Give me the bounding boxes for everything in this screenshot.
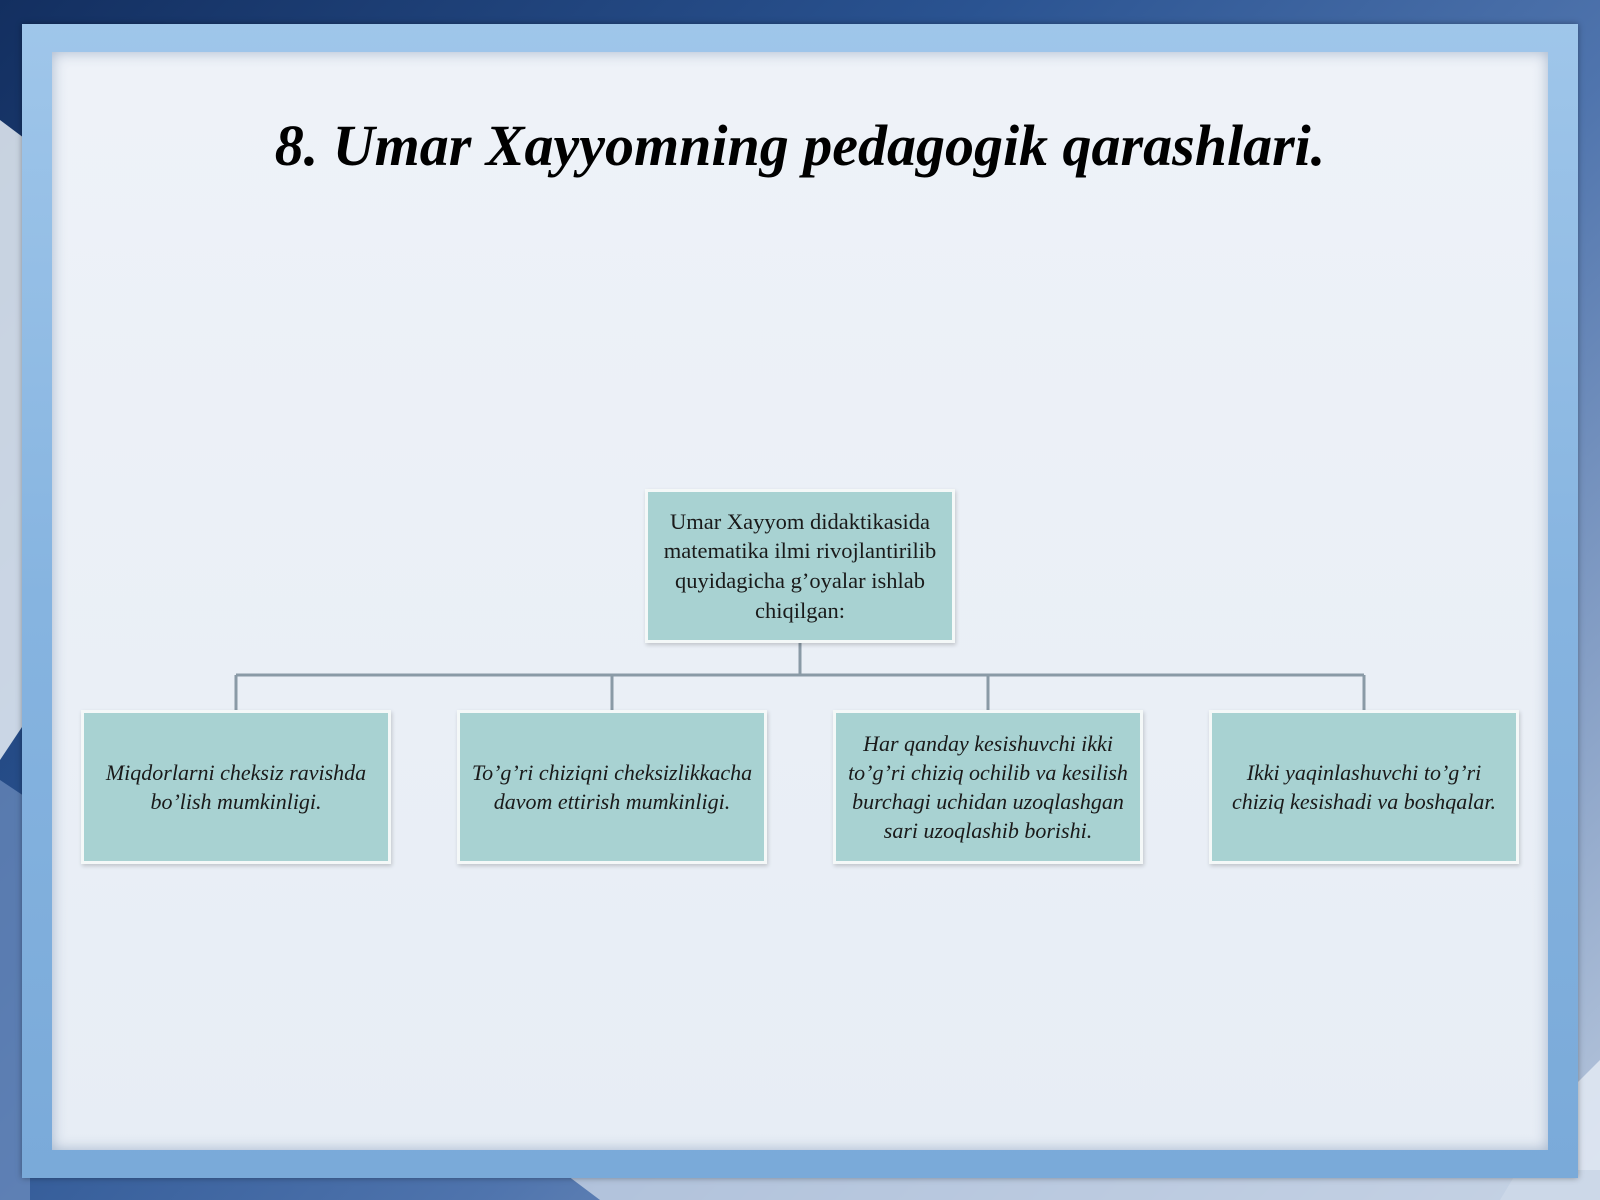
child-node-1 (81, 710, 391, 864)
child-node-4 (1209, 710, 1519, 864)
child-node-3-text: Har qanday kesishuvchi ikki to’g’ri chiziq ochilib va kesilish burchagi uchidan uzoqlashgan sari uzoqlashib borishi. (848, 730, 1128, 844)
child-node-4-text: Ikki yaqinlashuvchi to’g’ri chiziq kesishadi va boshqalar. (1232, 759, 1496, 814)
child-node-3 (833, 710, 1143, 864)
root-node (645, 489, 955, 643)
root-node-text: Umar Xayyom didaktikasida matematika ilmi rivojlantirilib quyidagicha g’oyalar ishlab chiqilgan: (663, 508, 937, 623)
child-node-1-text: Miqdorlarni cheksiz ravishda bo’lish mumkinligi. (105, 759, 367, 814)
child-node-2-text: To’g’ri chiziqni cheksizlikkacha davom ettirish mumkinligi. (471, 759, 753, 814)
slide-title: 8. Umar Xayyomning pedagogik qarashlari. (274, 113, 1326, 178)
child-node-2 (457, 710, 767, 864)
